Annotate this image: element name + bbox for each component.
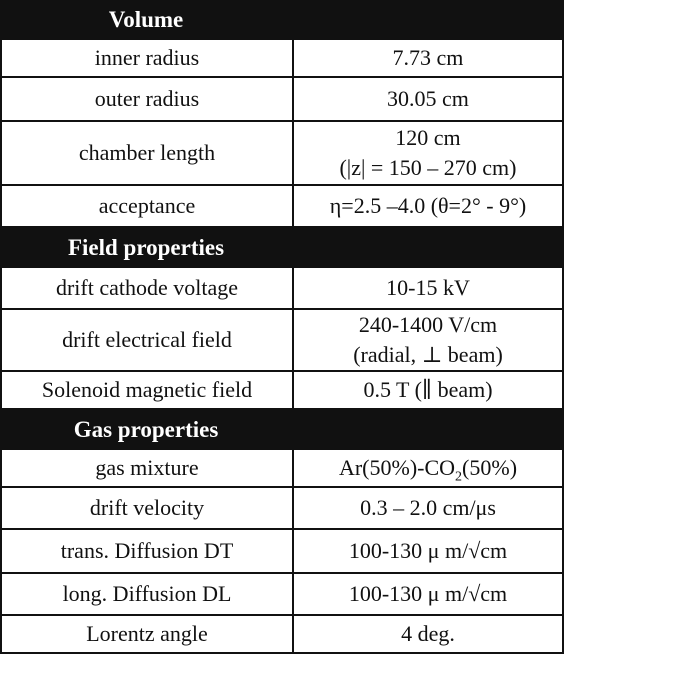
row-value: 100-130 μ m/√cm [348,581,508,606]
table-row [0,122,564,186]
row-value: 100-130 μ m/√cm [348,538,508,563]
row-value [294,310,562,370]
row-label: Lorentz angle [2,616,294,652]
table-row [0,616,564,654]
table-row [0,310,564,372]
row-label: Solenoid magnetic field [2,372,294,408]
row-label: long. Diffusion DL [2,574,294,614]
row-value: 4 deg. [401,621,455,646]
row-label: drift velocity [2,488,294,528]
section-title: Field properties [67,235,225,260]
row-value: 10-15 kV [386,275,470,300]
row-value-line: (radial, ⊥ beam) [353,342,503,367]
row-label: inner radius [2,40,294,76]
table-row [0,530,564,574]
row-label: trans. Diffusion DT [2,530,294,572]
section-header-field [0,228,564,268]
row-value: 0.3 – 2.0 cm/μs [360,495,496,520]
table-row [0,488,564,530]
row-label: acceptance [2,186,294,226]
row-label: drift cathode voltage [2,268,294,308]
table-row [0,40,564,78]
section-title: Gas properties [73,417,219,442]
section-title: Volume [108,7,184,32]
table-row [0,372,564,410]
table-row [0,574,564,616]
row-value-line: 120 cm [395,125,461,150]
section-header-gas [0,410,564,450]
row-value [294,450,562,486]
table-row [0,78,564,122]
row-value: 7.73 cm [392,45,464,70]
row-value: 30.05 cm [387,86,469,111]
table-row [0,268,564,310]
row-label: chamber length [2,122,294,184]
row-value-line: (|z| = 150 – 270 cm) [339,155,517,180]
row-label: outer radius [2,78,294,120]
row-value-line: 240-1400 V/cm [358,312,498,337]
row-value: 0.5 T (∥ beam) [363,377,493,402]
row-value [294,122,562,184]
section-header-volume [0,0,564,40]
table-row [0,186,564,228]
row-label: drift electrical field [2,310,294,370]
row-label: gas mixture [2,450,294,486]
row-value: η=2.5 –4.0 (θ=2° - 9°) [329,193,527,218]
table-row [0,450,564,488]
gas-mixture-value: $Ar(50\%)-CO_2(50\%)$ [338,455,518,485]
